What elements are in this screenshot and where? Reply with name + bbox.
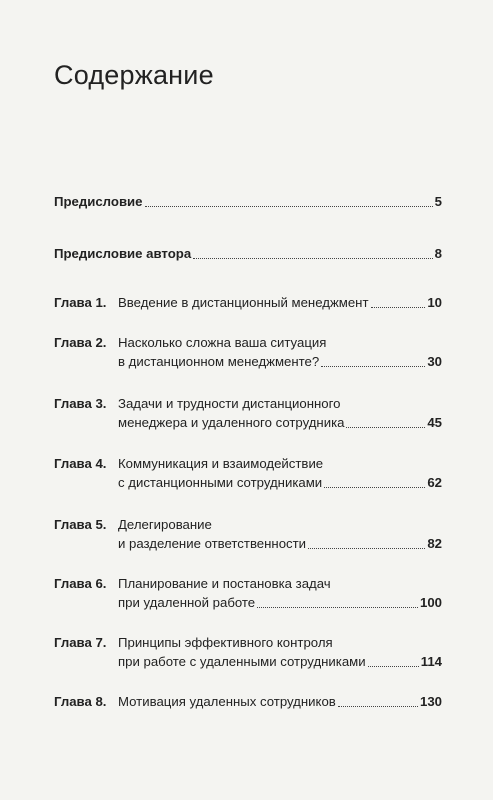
toc-entry-chapter-2[interactable] <box>54 333 442 371</box>
toc-entry-label: Предисловие <box>54 194 143 209</box>
chapter-number: Глава 7. <box>54 635 107 650</box>
chapter-title-line: Коммуникация и взаимодействие <box>118 456 324 471</box>
chapter-number: Глава 5. <box>54 517 107 532</box>
toc-entry-author-preface[interactable] <box>54 244 442 263</box>
chapter-title-line: и разделение ответственности <box>118 536 307 551</box>
toc-page-number: 114 <box>420 654 442 669</box>
toc-entry-chapter-7[interactable] <box>54 633 442 671</box>
toc-page-number: 30 <box>427 354 442 369</box>
leader-dots <box>324 487 425 488</box>
toc-entry-label: Предисловие автора <box>54 246 192 261</box>
chapter-title-line: Введение в дистанционный менеджмент <box>118 295 369 310</box>
leader-dots <box>257 607 418 608</box>
toc-entry-chapter-3[interactable] <box>54 394 442 432</box>
toc-page-number: 130 <box>419 694 442 709</box>
toc-page-number: 82 <box>427 536 442 551</box>
chapter-title-line: Насколько сложна ваша ситуация <box>118 335 327 350</box>
leader-dots <box>193 258 433 259</box>
leader-dots <box>368 666 419 667</box>
chapter-title-line: Делегирование <box>118 517 212 532</box>
leader-dots <box>371 307 426 308</box>
toc-entry-chapter-5[interactable] <box>54 515 442 553</box>
chapter-title-line: при удаленной работе <box>118 595 256 610</box>
toc-entry-chapter-8[interactable] <box>54 692 442 711</box>
leader-dots <box>145 206 433 207</box>
chapter-number: Глава 6. <box>54 576 107 591</box>
toc-page-number: 45 <box>427 415 442 430</box>
toc-entry-chapter-4[interactable] <box>54 454 442 492</box>
toc-page-number: 100 <box>419 595 442 610</box>
chapter-number: Глава 3. <box>54 396 107 411</box>
toc-page-number: 5 <box>434 194 442 209</box>
chapter-number: Глава 8. <box>54 694 107 709</box>
leader-dots <box>346 427 425 428</box>
chapter-title-line: в дистанционном менеджменте? <box>118 354 320 369</box>
chapter-title-line: Принципы эффективного контроля <box>118 635 333 650</box>
chapter-number: Глава 1. <box>54 295 107 310</box>
toc-page-number: 62 <box>427 475 442 490</box>
leader-dots <box>321 366 425 367</box>
toc-entry-chapter-1[interactable] <box>54 293 442 312</box>
toc-entry-preface[interactable] <box>54 192 442 211</box>
toc-entry-chapter-6[interactable] <box>54 574 442 612</box>
leader-dots <box>338 706 418 707</box>
chapter-title-line: Планирование и постановка задач <box>118 576 331 591</box>
chapter-title-line: Мотивация удаленных сотрудников <box>118 694 336 709</box>
chapter-title-line: с дистанционными сотрудниками <box>118 475 323 490</box>
chapter-title-line: Задачи и трудности дистанционного <box>118 396 341 411</box>
chapter-number: Глава 2. <box>54 335 107 350</box>
chapter-number: Глава 4. <box>54 456 107 471</box>
toc-page-number: 10 <box>427 295 442 310</box>
page-title: Содержание <box>54 60 214 90</box>
chapter-title-line: при работе с удаленными сотрудниками <box>118 654 366 669</box>
leader-dots <box>308 548 425 549</box>
toc-page-number: 8 <box>434 246 442 261</box>
chapter-title-line: менеджера и удаленного сотрудника <box>118 415 345 430</box>
